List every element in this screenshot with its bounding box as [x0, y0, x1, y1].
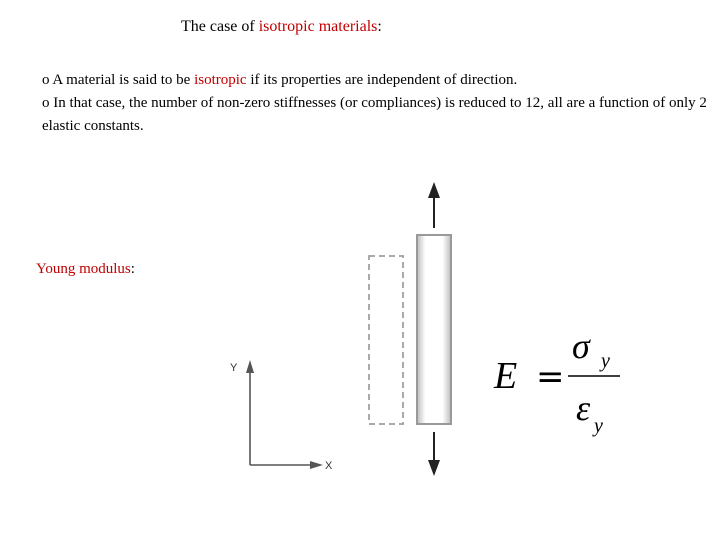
x-axis-arrowhead [310, 461, 323, 469]
young-modulus-suffix: : [130, 261, 135, 277]
y-axis-label: Y [230, 362, 238, 374]
undeformed-specimen-outline [369, 256, 403, 424]
title-suffix: : [377, 18, 382, 35]
title-highlight: isotropic materials [258, 18, 378, 35]
formula-numerator-subscript: y [601, 350, 610, 372]
stretched-specimen-bar [417, 235, 451, 424]
title-prefix: The case of [181, 18, 259, 35]
bullet-text: In that case, the number of non-zero stiffnesses (or compliances) is reduced to 12, all are a function of only 2 elastic constants. [42, 95, 707, 134]
tension-arrow-up [428, 182, 440, 228]
formula-denominator: ε [576, 388, 591, 428]
formula-denominator-subscript: y [594, 415, 603, 437]
bullet-text-after: if its properties are independent of direction. [246, 72, 518, 88]
young-modulus-label: Young modulus [36, 261, 131, 277]
coordinate-axes [230, 360, 333, 472]
bullet-marker: o [42, 95, 50, 111]
formula-equals: = [536, 357, 565, 397]
tension-arrow-down [428, 432, 440, 476]
bullet-highlight: isotropic [194, 72, 247, 88]
formula-numerator: σ [572, 326, 590, 366]
y-axis-arrowhead [246, 360, 254, 373]
formula-lhs: E [494, 355, 518, 397]
x-axis-label: X [325, 460, 333, 472]
young-modulus-formula [493, 326, 620, 437]
bullet-text: A material is said to be [49, 72, 195, 88]
bullet-marker: o [42, 72, 50, 88]
